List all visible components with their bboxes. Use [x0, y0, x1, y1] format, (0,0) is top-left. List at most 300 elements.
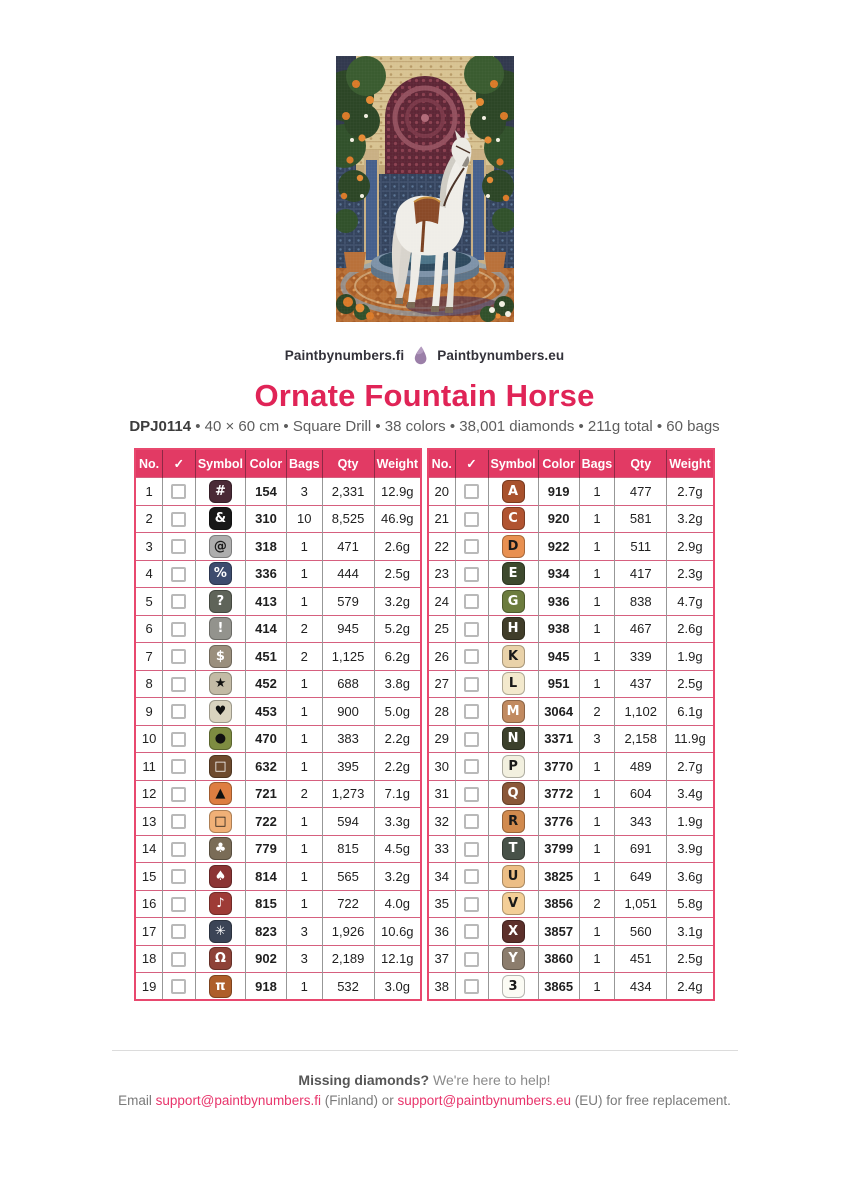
symbol-letter-n-icon: N: [502, 727, 525, 750]
row-number: 10: [135, 725, 162, 753]
row-checkbox[interactable]: [171, 512, 186, 527]
color-code: 3857: [538, 918, 579, 946]
symbol-at-sign-icon: @: [209, 535, 232, 558]
check-cell: [455, 890, 488, 918]
symbol-letter-u-icon: U: [502, 865, 525, 888]
row-checkbox[interactable]: [171, 622, 186, 637]
diamond-qty: 900: [322, 698, 374, 726]
row-checkbox[interactable]: [464, 484, 479, 499]
row-number: 19: [135, 973, 162, 1001]
diamond-qty: 1,125: [322, 643, 374, 671]
symbol-cell: [488, 863, 538, 891]
check-cell: [455, 780, 488, 808]
row-checkbox[interactable]: [464, 897, 479, 912]
diamond-qty: 343: [615, 808, 667, 836]
row-number: 9: [135, 698, 162, 726]
table-row: [135, 615, 421, 643]
row-number: 35: [428, 890, 455, 918]
symbol-cell: [195, 780, 245, 808]
color-code: 919: [538, 478, 579, 506]
support-email-eu-link[interactable]: support@paintbynumbers.eu: [397, 1093, 572, 1108]
table-row: [428, 753, 714, 781]
diamond-qty: 434: [615, 973, 667, 1001]
row-checkbox[interactable]: [171, 979, 186, 994]
symbol-cell: [488, 505, 538, 533]
footer-email-line: [0, 1093, 849, 1108]
color-code: 920: [538, 505, 579, 533]
footer-help-rest: We're here to help!: [429, 1072, 551, 1088]
color-code: 936: [538, 588, 579, 616]
table-row: [428, 560, 714, 588]
weight-value: 3.1g: [667, 918, 714, 946]
diamond-qty: 594: [322, 808, 374, 836]
bags-count: 2: [286, 643, 322, 671]
weight-value: 2.4g: [667, 973, 714, 1001]
symbol-square-outline-white-icon: □: [209, 755, 232, 778]
row-checkbox[interactable]: [171, 539, 186, 554]
symbol-letter-m-icon: M: [502, 700, 525, 723]
diamond-qty: 451: [615, 945, 667, 973]
row-checkbox[interactable]: [464, 622, 479, 637]
row-checkbox[interactable]: [171, 759, 186, 774]
symbol-cell: [488, 753, 538, 781]
row-checkbox[interactable]: [464, 924, 479, 939]
row-checkbox[interactable]: [171, 787, 186, 802]
diamond-qty: 1,926: [322, 918, 374, 946]
weight-value: 12.1g: [374, 945, 421, 973]
diamond-qty: 471: [322, 533, 374, 561]
table-row: [428, 478, 714, 506]
symbol-digit-3-icon: 3: [502, 975, 525, 998]
col-header-bags: Bags: [579, 449, 615, 478]
weight-value: 7.1g: [374, 780, 421, 808]
color-code: 451: [245, 643, 286, 671]
symbol-question-mark-icon: ?: [209, 590, 232, 613]
row-checkbox[interactable]: [171, 649, 186, 664]
symbol-cell: [195, 478, 245, 506]
bags-count: 3: [286, 478, 322, 506]
weight-value: 2.9g: [667, 533, 714, 561]
diamond-qty: 532: [322, 973, 374, 1001]
check-cell: [455, 808, 488, 836]
check-cell: [455, 945, 488, 973]
symbol-triangle-icon: ▲: [209, 782, 232, 805]
row-checkbox[interactable]: [171, 704, 186, 719]
diamond-qty: 2,158: [615, 725, 667, 753]
row-number: 28: [428, 698, 455, 726]
weight-value: 3.3g: [374, 808, 421, 836]
col-header-qty: Qty: [615, 449, 667, 478]
weight-value: 2.5g: [667, 670, 714, 698]
bags-count: 1: [579, 505, 615, 533]
table-row: [135, 588, 421, 616]
weight-value: 10.6g: [374, 918, 421, 946]
symbol-letter-r-icon: R: [502, 810, 525, 833]
table-row: [135, 670, 421, 698]
row-number: 2: [135, 505, 162, 533]
table-row: [135, 643, 421, 671]
symbol-letter-x-icon: X: [502, 920, 525, 943]
row-checkbox[interactable]: [464, 539, 479, 554]
col-header-color: Color: [245, 449, 286, 478]
symbol-square-outline-black-icon: □: [209, 810, 232, 833]
table-row: [135, 753, 421, 781]
col-header-bags: Bags: [286, 449, 322, 478]
weight-value: 5.2g: [374, 615, 421, 643]
color-code: 154: [245, 478, 286, 506]
symbol-cell: [195, 643, 245, 671]
col-header-check: ✓: [455, 449, 488, 478]
bags-count: 1: [286, 560, 322, 588]
symbol-cell: [195, 670, 245, 698]
weight-value: 2.2g: [374, 753, 421, 781]
row-number: 30: [428, 753, 455, 781]
weight-value: 4.0g: [374, 890, 421, 918]
row-number: 33: [428, 835, 455, 863]
bags-count: 2: [579, 698, 615, 726]
symbol-cell: [195, 698, 245, 726]
bags-count: 1: [579, 670, 615, 698]
color-code: 3772: [538, 780, 579, 808]
table-row: [135, 808, 421, 836]
color-code: 310: [245, 505, 286, 533]
symbol-cell: [195, 808, 245, 836]
weight-value: 1.9g: [667, 643, 714, 671]
symbol-letter-v-icon: V: [502, 892, 525, 915]
check-cell: [455, 505, 488, 533]
col-header-no: No.: [428, 449, 455, 478]
check-cell: [162, 478, 195, 506]
symbol-heart-icon: ♥: [209, 700, 232, 723]
row-number: 24: [428, 588, 455, 616]
row-number: 17: [135, 918, 162, 946]
check-cell: [162, 808, 195, 836]
symbol-cell: [195, 890, 245, 918]
bags-count: 1: [579, 753, 615, 781]
table-row: [135, 725, 421, 753]
symbol-cell: [195, 973, 245, 1001]
row-number: 23: [428, 560, 455, 588]
diamond-qty: 649: [615, 863, 667, 891]
table-row: [135, 780, 421, 808]
color-code: 721: [245, 780, 286, 808]
color-code: 3776: [538, 808, 579, 836]
symbol-letter-y-icon: Y: [502, 947, 525, 970]
row-number: 37: [428, 945, 455, 973]
row-checkbox[interactable]: [171, 842, 186, 857]
bags-count: 1: [579, 533, 615, 561]
row-checkbox[interactable]: [464, 704, 479, 719]
bags-count: 1: [579, 835, 615, 863]
check-cell: [455, 560, 488, 588]
symbol-cell: [488, 615, 538, 643]
weight-value: 2.6g: [374, 533, 421, 561]
row-checkbox[interactable]: [464, 649, 479, 664]
table-row: [428, 945, 714, 973]
check-cell: [162, 698, 195, 726]
row-number: 15: [135, 863, 162, 891]
color-code: 823: [245, 918, 286, 946]
row-checkbox[interactable]: [464, 979, 479, 994]
col-header-weight: Weight: [667, 449, 714, 478]
check-cell: [455, 918, 488, 946]
row-checkbox[interactable]: [464, 952, 479, 967]
table-row: [135, 835, 421, 863]
bags-count: 1: [286, 808, 322, 836]
weight-value: 6.2g: [374, 643, 421, 671]
row-number: 6: [135, 615, 162, 643]
footer-help-line: [0, 1072, 849, 1088]
row-number: 27: [428, 670, 455, 698]
logos-row: [0, 346, 849, 365]
symbol-dot-icon: ●: [209, 727, 232, 750]
row-checkbox[interactable]: [464, 869, 479, 884]
row-number: 11: [135, 753, 162, 781]
diamond-qty: 8,525: [322, 505, 374, 533]
color-code: 453: [245, 698, 286, 726]
check-cell: [162, 973, 195, 1001]
row-checkbox[interactable]: [171, 952, 186, 967]
row-number: 38: [428, 973, 455, 1001]
diamond-qty: 1,102: [615, 698, 667, 726]
table-row: [428, 643, 714, 671]
row-checkbox[interactable]: [464, 567, 479, 582]
row-number: 13: [135, 808, 162, 836]
diamond-qty: 417: [615, 560, 667, 588]
symbol-dollar-icon: $: [209, 645, 232, 668]
col-header-color: Color: [538, 449, 579, 478]
symbol-cell: [488, 533, 538, 561]
table-row: [428, 863, 714, 891]
table-row: [135, 918, 421, 946]
table-row: [135, 945, 421, 973]
bags-count: 1: [579, 588, 615, 616]
symbol-cell: [195, 588, 245, 616]
bags-count: 10: [286, 505, 322, 533]
table-row: [428, 918, 714, 946]
meta-items: • 40 × 60 cm • Square Drill • 38 colors • 38,001 diamonds • 211g total • 60 bags: [191, 418, 720, 435]
color-code: 632: [245, 753, 286, 781]
color-code: 3865: [538, 973, 579, 1001]
weight-value: 2.7g: [667, 753, 714, 781]
symbol-sun-asterisk-icon: ✳: [209, 920, 232, 943]
bags-count: 1: [286, 670, 322, 698]
row-checkbox[interactable]: [464, 594, 479, 609]
diamond-qty: 1,051: [615, 890, 667, 918]
symbol-cell: [488, 780, 538, 808]
diamond-qty: 437: [615, 670, 667, 698]
table-row: [428, 725, 714, 753]
row-checkbox[interactable]: [171, 869, 186, 884]
symbol-cell: [195, 835, 245, 863]
symbol-letter-p-icon: P: [502, 755, 525, 778]
symbol-letter-h-icon: H: [502, 617, 525, 640]
weight-value: 3.2g: [374, 863, 421, 891]
row-number: 32: [428, 808, 455, 836]
bags-count: 2: [579, 890, 615, 918]
row-checkbox[interactable]: [171, 924, 186, 939]
check-cell: [455, 478, 488, 506]
row-checkbox[interactable]: [171, 567, 186, 582]
check-cell: [162, 863, 195, 891]
symbol-exclamation-mark-icon: !: [209, 617, 232, 640]
color-code: 3860: [538, 945, 579, 973]
page-title: Ornate Fountain Horse: [254, 378, 595, 413]
symbol-cell: [488, 670, 538, 698]
color-code: 414: [245, 615, 286, 643]
bags-count: 3: [579, 725, 615, 753]
row-number: 12: [135, 780, 162, 808]
bags-count: 1: [579, 945, 615, 973]
check-cell: [455, 615, 488, 643]
diamond-qty: 691: [615, 835, 667, 863]
support-email-fi-link[interactable]: support@paintbynumbers.fi: [155, 1093, 321, 1108]
color-code: 318: [245, 533, 286, 561]
check-cell: [162, 643, 195, 671]
row-checkbox[interactable]: [171, 594, 186, 609]
color-code: 934: [538, 560, 579, 588]
symbol-cell: [195, 533, 245, 561]
weight-value: 3.8g: [374, 670, 421, 698]
footer-divider: [112, 1050, 738, 1051]
weight-value: 12.9g: [374, 478, 421, 506]
weight-value: 1.9g: [667, 808, 714, 836]
check-cell: [162, 725, 195, 753]
row-number: 1: [135, 478, 162, 506]
color-code: 3825: [538, 863, 579, 891]
row-checkbox[interactable]: [171, 484, 186, 499]
row-number: 16: [135, 890, 162, 918]
check-cell: [455, 643, 488, 671]
col-header-check: ✓: [162, 449, 195, 478]
color-code: 779: [245, 835, 286, 863]
check-cell: [455, 698, 488, 726]
weight-value: 2.2g: [374, 725, 421, 753]
diamond-qty: 489: [615, 753, 667, 781]
color-code: 413: [245, 588, 286, 616]
check-cell: [455, 753, 488, 781]
row-number: 18: [135, 945, 162, 973]
table-row: [135, 505, 421, 533]
symbol-cell: [195, 505, 245, 533]
table-row: [428, 780, 714, 808]
check-cell: [162, 615, 195, 643]
bags-count: 1: [286, 973, 322, 1001]
color-code: 902: [245, 945, 286, 973]
diamond-qty: 2,331: [322, 478, 374, 506]
color-code: 3064: [538, 698, 579, 726]
color-code: 3770: [538, 753, 579, 781]
table-row: [428, 670, 714, 698]
row-checkbox[interactable]: [464, 759, 479, 774]
footer-help-bold: Missing diamonds?: [298, 1072, 430, 1088]
diamond-qty: 604: [615, 780, 667, 808]
row-checkbox[interactable]: [464, 732, 479, 747]
symbol-cell: [488, 698, 538, 726]
table-row: [428, 588, 714, 616]
check-cell: [162, 560, 195, 588]
bags-count: 1: [579, 918, 615, 946]
symbol-star-icon: ★: [209, 672, 232, 695]
check-cell: [162, 780, 195, 808]
symbol-cell: [195, 615, 245, 643]
row-number: 8: [135, 670, 162, 698]
color-code: 814: [245, 863, 286, 891]
weight-value: 5.8g: [667, 890, 714, 918]
row-number: 20: [428, 478, 455, 506]
weight-value: 3.2g: [374, 588, 421, 616]
row-checkbox[interactable]: [171, 677, 186, 692]
color-code: 951: [538, 670, 579, 698]
paint-drop-icon: [413, 346, 428, 365]
row-number: 7: [135, 643, 162, 671]
bags-count: 1: [579, 560, 615, 588]
row-number: 36: [428, 918, 455, 946]
check-cell: [455, 725, 488, 753]
bags-count: 1: [579, 780, 615, 808]
footer-email-suffix: (EU) for free replacement.: [571, 1093, 731, 1108]
table-row: [135, 698, 421, 726]
symbol-ampersand-icon: &: [209, 507, 232, 530]
row-checkbox[interactable]: [171, 897, 186, 912]
color-code: 918: [245, 973, 286, 1001]
weight-value: 3.0g: [374, 973, 421, 1001]
table-row: [135, 533, 421, 561]
bags-count: 1: [286, 725, 322, 753]
diamond-qty: 722: [322, 890, 374, 918]
bags-count: 1: [579, 863, 615, 891]
row-checkbox[interactable]: [171, 732, 186, 747]
symbol-cell: [488, 835, 538, 863]
row-checkbox[interactable]: [464, 787, 479, 802]
hero-section: [0, 0, 849, 327]
check-cell: [455, 588, 488, 616]
row-number: 3: [135, 533, 162, 561]
col-header-qty: Qty: [322, 449, 374, 478]
legend-tables: [0, 448, 849, 1001]
row-checkbox[interactable]: [171, 814, 186, 829]
bags-count: 2: [286, 615, 322, 643]
check-cell: [162, 945, 195, 973]
row-checkbox[interactable]: [464, 677, 479, 692]
diamond-qty: 838: [615, 588, 667, 616]
color-code: 3856: [538, 890, 579, 918]
bags-count: 2: [286, 780, 322, 808]
row-checkbox[interactable]: [464, 512, 479, 527]
bags-count: 1: [286, 890, 322, 918]
color-code: 938: [538, 615, 579, 643]
diamond-qty: 581: [615, 505, 667, 533]
table-row: [135, 560, 421, 588]
row-checkbox[interactable]: [464, 842, 479, 857]
row-checkbox[interactable]: [464, 814, 479, 829]
row-number: 4: [135, 560, 162, 588]
bags-count: 1: [579, 615, 615, 643]
table-row: [428, 698, 714, 726]
diamond-qty: 1,273: [322, 780, 374, 808]
row-number: 26: [428, 643, 455, 671]
symbol-pi-icon: π: [209, 975, 232, 998]
check-cell: [455, 835, 488, 863]
symbol-letter-k-icon: K: [502, 645, 525, 668]
symbol-omega-icon: Ω: [209, 947, 232, 970]
row-number: 5: [135, 588, 162, 616]
color-code: 452: [245, 670, 286, 698]
bags-count: 3: [286, 918, 322, 946]
table-row: [428, 973, 714, 1001]
weight-value: 2.5g: [667, 945, 714, 973]
bags-count: 1: [286, 753, 322, 781]
